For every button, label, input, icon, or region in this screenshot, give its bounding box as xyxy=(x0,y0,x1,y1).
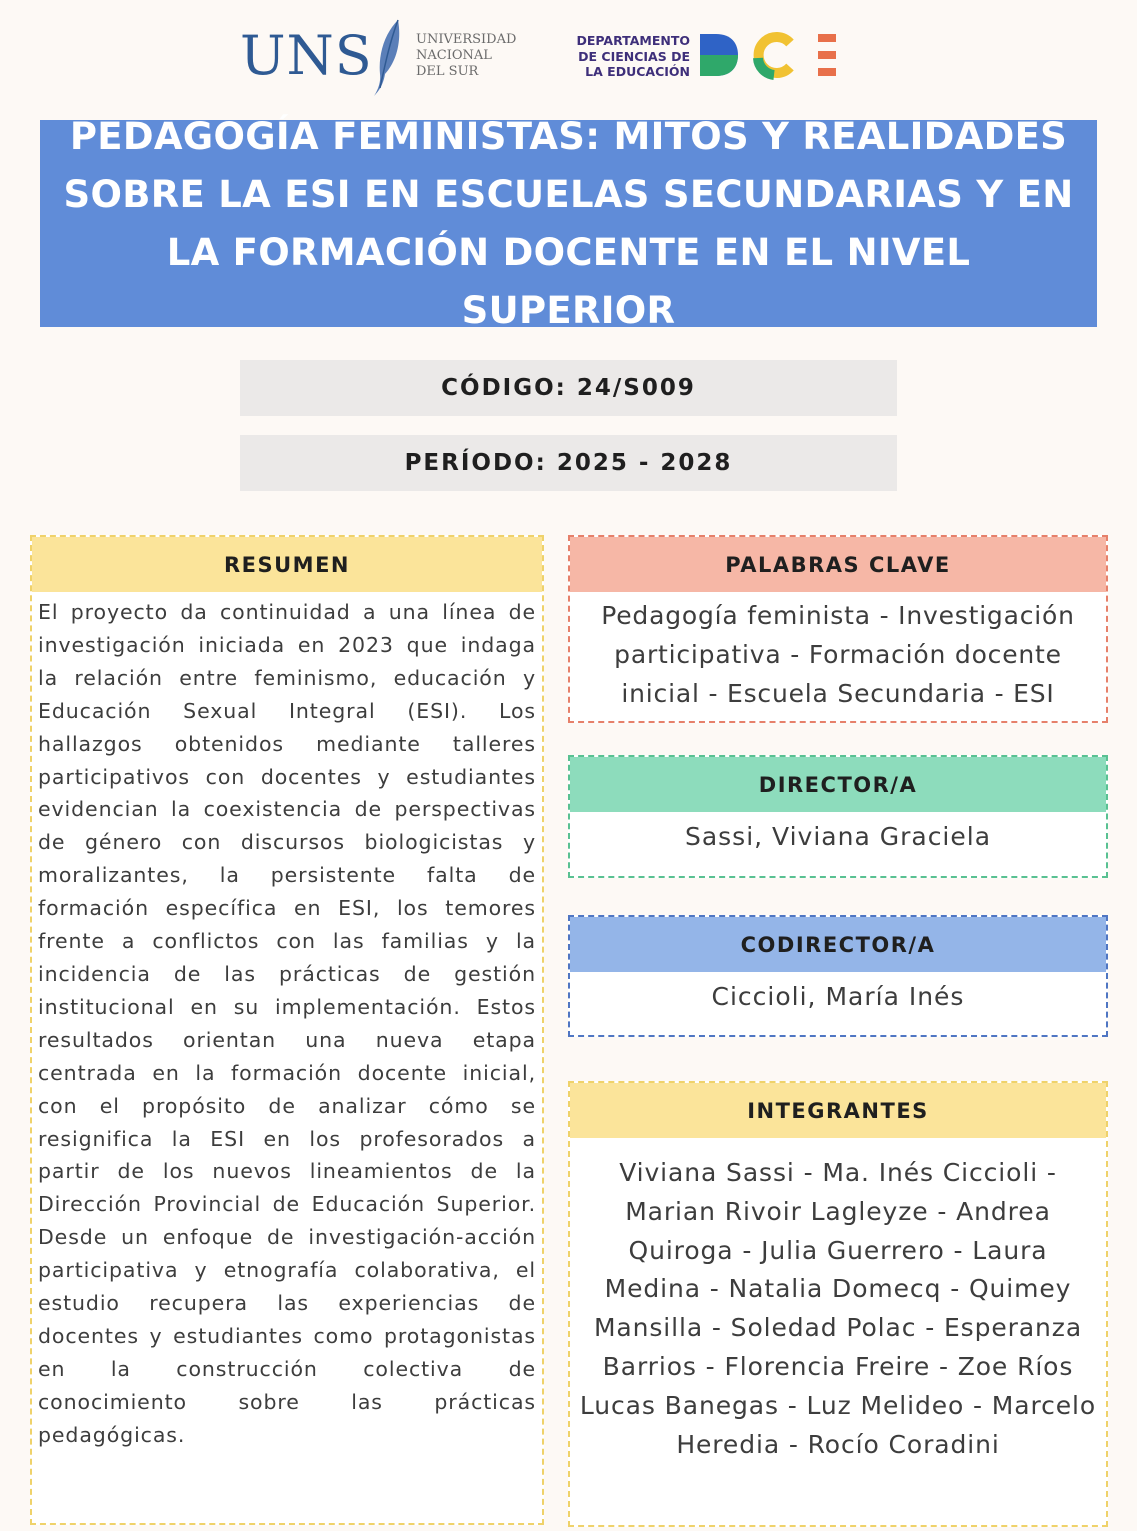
uns-line2: NACIONAL xyxy=(416,48,492,63)
dce-mark-icon xyxy=(698,30,848,80)
uns-subtitle xyxy=(416,32,516,80)
dce-logo xyxy=(570,30,860,90)
dept-line2: DE CIENCIAS DE xyxy=(578,48,690,64)
summary-heading: RESUMEN xyxy=(32,537,542,592)
code-bar: CÓDIGO: 24/S009 xyxy=(240,360,897,416)
codirector-heading: CODIRECTOR/A xyxy=(570,917,1106,972)
members-heading: INTEGRANTES xyxy=(570,1083,1106,1138)
director-card xyxy=(568,755,1108,878)
dept-line3: LA EDUCACIÓN xyxy=(585,64,690,79)
director-name: Sassi, Viviana Graciela xyxy=(684,822,992,851)
summary-card xyxy=(30,535,544,1525)
uns-line1: UNIVERSIDAD xyxy=(416,32,517,47)
director-heading: DIRECTOR/A xyxy=(570,757,1106,812)
summary-text: El proyecto da continuidad a una línea de investigación iniciada en 2023 que indaga la relación entre feminismo, educación y Educación Sexual Integral (ESI). Los hallazgos obtenidos mediante talleres participativos con docentes y estudiantes evidencian la coexistencia de perspectivas de género con discursos biologicistas y moralizantes, la persistente falta de formación específica en ESI, los temores frente a conflictos con las familias y la incidencia de las prácticas de gestión institucional en su implementación. Estos resultados orientan una nueva etapa centrada en la formación docente inicial, con el propósito de analizar cómo se resignifica la ESI en los profesorados a partir de los nuevos lineamientos de la Dirección Provincial de Educación Superior. Desde un enfoque de investigación-acción participativa y etnografía colaborativa, el estudio recupera las experiencias de docentes y estudiantes como protagonistas en la construcción colectiva de conocimiento sobre las prácticas pedagógicas. xyxy=(38,600,536,1447)
department-name xyxy=(570,33,690,80)
uns-acronym: UNS xyxy=(240,24,373,87)
poster-title: PEDAGOGÍA FEMINISTAS: MITOS Y REALIDADES SOBRE LA ESI EN ESCUELAS SECUNDARIAS Y EN LA FORMACIÓN DOCENTE EN EL NIVEL SUPERIOR xyxy=(63,114,1074,332)
feather-icon xyxy=(368,18,408,98)
uns-logo xyxy=(240,18,540,98)
members-text-main: Viviana Sassi - Ma. Inés Ciccioli - Marian Rivoir Lagleyze - Andrea Quiroga - Julia Guerrero - Laura Medina - Natalia Domecq - Quimey Mansilla - Soledad Polac - Esperanza Barrios - Florencia Freire - Zoe Ríos xyxy=(593,1158,1083,1381)
keywords-card xyxy=(568,535,1108,723)
members-text-last: Lucas Banegas - Luz Melideo - Marcelo Heredia - Rocío Coradini xyxy=(579,1390,1097,1459)
codirector-name: Ciccioli, María Inés xyxy=(711,982,965,1011)
keywords-heading: PALABRAS CLAVE xyxy=(570,537,1106,592)
codirector-card xyxy=(568,915,1108,1037)
uns-line3: DEL SUR xyxy=(416,64,479,79)
keywords-text: Pedagogía feminista - Investigación participativa - Formación docente inicial - Escuela Secundaria - ESI xyxy=(601,601,1075,708)
members-list xyxy=(570,1138,1106,1464)
dept-line1: DEPARTAMENTO xyxy=(576,33,690,48)
period-bar: PERÍODO: 2025 - 2028 xyxy=(240,435,897,491)
title-banner xyxy=(40,114,1097,332)
members-card xyxy=(568,1081,1108,1527)
